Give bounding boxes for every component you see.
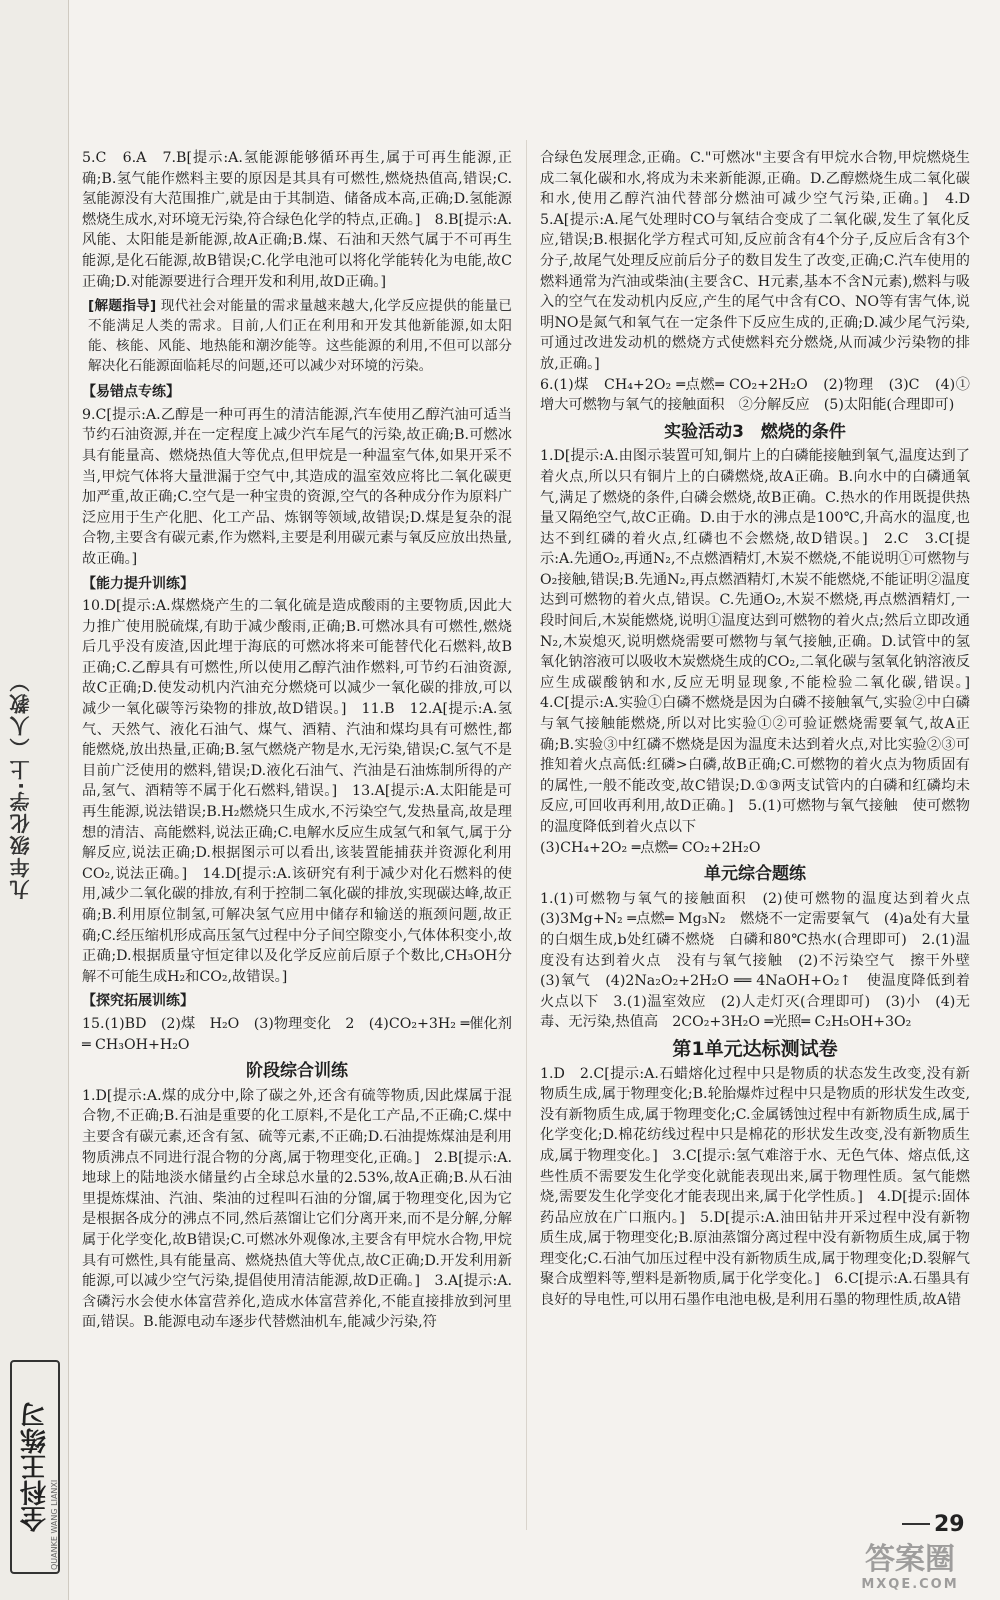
- brand-logo: 全科王练习: [10, 1360, 60, 1574]
- section-heading: 单元综合题练: [704, 864, 806, 885]
- answer-paragraph: 1.D 2.C[提示:A.石蜡熔化过程中只是物质的状态发生改变,没有新物质生成,属于物理变化;B.轮胎爆炸过程中只是物质的形状发生改变,没有新物质生成,属于物理变化;C.金属锈蚀过程中有新物质生成,属于化学变化;D.棉花纺线过程中只是棉花的形状发生改变,没有新物质生成,属于物理变化。] 3.C[提示:氢气难溶于水、无色气体、熔点低,这些性质不需要发生化学变化就能表现出来,属于物理性质。氢气能燃烧,需要发生化学变化才能表现出来,属于化学性质。] 4.D[提示:固体药品应放在广口瓶内。] 5.D[提示:A.油田钻井开采过程中没有新物质生成,属于物理变化;B.原油蒸馏分离过程中没有新物质生成,属于物理变化;C.石油气加压过程中没有新物质生成,属于物理变化;D.裂解气聚合成塑料等,塑料是新物质,属于化学变化。] 6.C[提示:A.石墨具有良好的导电性,可以用石墨作电池电极,是利用石墨的物理性质,故A错: [540, 1065, 970, 1309]
- section-tag-ability: 【能力提升训练】: [82, 575, 194, 592]
- section-tag-errors: 【易错点专练】: [82, 384, 180, 401]
- section-tag-explore: 【探究拓展训练】: [82, 993, 194, 1010]
- answer-paragraph: 5.C 6.A 7.B[提示:A.氢能源能够循环再生,属于可再生能源,正确;B.氢气能作燃料主要的原因是其具有可燃性,燃烧热值高,错误;C.氢能源没有大范围推广,就是由于其制造、储备成本高,正确;D.氢能源燃烧生成水,对环境无污染,符合绿色化学的特点,正确。] 8.B[提示:A.风能、太阳能是新能源,故A正确;B.煤、石油和天然气属于不可再生能源,是化石能源,故B错误;C.化学电池可以将化学能转化为电能,故C正确;D.对能源要进行合理开发和利用,故D正确。]: [82, 150, 512, 290]
- answer-paragraph: 6.(1)煤 CH₄+2O₂ ═点燃═ CO₂+2H₂O (2)物理 (3)C (4)①增大可燃物与氧气的接触面积 ②分解反应 (5)太阳能(合理即可): [540, 376, 970, 414]
- answer-paragraph: 1.(1)可燃物与氧气的接触面积 (2)使可燃物的温度达到着火点 (3)3Mg+N₂ ═点燃═ Mg₃N₂ 燃烧不一定需要氧气 (4)a处有大量的白烟生成,b处红磷不燃烧 白磷和80℃热水(合理即可) 2.(1)温度没有达到着火点 没有与氧气接触 (2)不污染空气 擦干外壁 (3)氧气 (4)2Na₂O₂+2H₂O ══ 4NaOH+O₂↑ 使温度降低到着火点以下 3.(1)温室效应 (2)人走灯灭(合理即可) (3)小 (4)无毒、无污染,热值高 2CO₂+3H₂O ═光照═ C₂H₅OH+3O₂: [540, 890, 985, 1031]
- watermark-logo: [830, 1542, 990, 1592]
- book-binding-strip: [0, 0, 69, 1600]
- page-number-dash: [902, 1523, 930, 1525]
- left-column: [82, 148, 512, 1333]
- right-column: [540, 148, 985, 1311]
- watermark-text: 答案圈: [865, 1542, 955, 1577]
- brand-pinyin: QUANKE WANG LIANXI: [50, 1479, 59, 1570]
- answer-paragraph: 1.D[提示:A.煤的成分中,除了碳之外,还含有硫等物质,因此煤属于混合物,不正确;B.石油是重要的化工原料,不是化工产品,不正确;C.煤中主要含有碳元素,还含有氢、硫等元素,不正确;D.石油提炼煤油是利用物质沸点不同进行混合物的分离,属于物理变化,正确。] 2.B[提示:A.地球上的陆地淡水储量约占全球总水量的2.53%,故A正确;B.从石油里提炼煤油、汽油、柴油的过程叫石油的分馏,属于物理变化,因为它是根据各成分的沸点不同,然后蒸馏让它们分离开来,而不是分解,分解属于化学变化,故B错误;C.可燃冰外观像冰,主要含有甲烷水合物,甲烷具有可燃性,具有能量高、燃烧热值大等优点,故C正确;D.开发利用新能源,可以减少空气污染,提倡使用清洁能源,故D正确。] 3.A[提示:A.含磷污水会使水体富营养化,造成水体富营养化,不能直接排放到河里面,错误。B.能源电动车逐步代替燃油机车,能减少污染,符: [82, 1087, 512, 1331]
- tip-label: [解题指导]: [88, 298, 157, 315]
- answer-paragraph: 1.D[提示:A.由图示装置可知,铜片上的白磷能接触到氧气,温度达到了着火点,所以只有铜片上的白磷燃烧,故A正确。B.向水中的白磷通氧气,满足了燃烧的条件,白磷会燃烧,故B正确。C.热水的作用既提供热量又隔绝空气,故C正确。D.由于水的沸点是100℃,升高水的温度,也达不到红磷的着火点,红磷也不会燃烧,故D错误。] 2.C 3.C[提示:A.先通O₂,再通N₂,不点燃酒精灯,木炭不燃烧,不能说明①可燃物与O₂接触,错误;B.先通N₂,再点燃酒精灯,木炭不能燃烧,不能证明②温度达到可燃物的着火点,错误。C.先通O₂,木炭不燃烧,再点燃酒精灯,一段时间后,木炭能燃烧,说明①温度达到可燃物的着火点;然后立即改通N₂,木炭熄灭,说明燃烧需要可燃物与氧气接触,正确。D.试管中的氢氧化钠溶液可以吸收木炭燃烧生成的CO₂,二氧化碳与氢氧化钠溶液反应生成碳酸钠和水,反应无明显现象,不能检验二氧化碳,错误。] 4.C[提示:A.实验①白磷不燃烧是因为白磷不接触氧气,实验②中白磷与氧气接触能燃烧,所以对比实验①②可验证燃烧需要氧气,故A正确;B.实验③中红磷不燃烧是因为温度未达到着火点,对比实验②③可推知着火点高低:红磷>白磷,故B正确;C.可燃物的着火点为物质固有的属性,一般不能改变,故C错误;D.①③两支试管内的白磷和红磷均未反应,可回收再利用,故D正确。] 5.(1)可燃物与氧气接触 使可燃物的温度降低到着火点以下: [540, 448, 985, 835]
- tip-text: 现代社会对能量的需求量越来越大,化学反应提供的能量已不能满足人类的需求。目前,人们正在利用和开发其他新能源,如太阳能、核能、风能、地热能和潮汐能等。这些能源的利用,不但可以部分解决化石能源面临耗尽的问题,还可以减少对环境的污染。: [88, 298, 512, 375]
- answer-paragraph: 合绿色发展理念,正确。C."可燃冰"主要含有甲烷水合物,甲烷燃烧生成二氧化碳和水,将成为未来新能源,正确。D.乙醇燃烧生成二氧化碳和水,使用乙醇汽油代替部分燃油可减少空气污染,正确。] 4.D 5.A[提示:A.尾气处理时CO与氧结合变成了二氧化碳,发生了氧化反应,错误;B.根据化学方程式可知,反应前含有4个分子,反应后含有3个分子,故尾气处理反应前后分子的数目发生了改变,正确;C.汽车使用的燃料通常为汽油或柴油(主要含C、H元素,基本不含N元素),燃料与吸入的空气在发动机内反应,产生的尾气中含有CO、NO等有害气体,说明NO是氮气和氧气在一定条件下反应生成的,正确;D.减少尾气污染,可通过改进发动机的燃烧方式使燃料充分燃烧,从而减少污染物的排放,正确。]: [540, 150, 985, 372]
- answer-paragraph: 15.(1)BD (2)煤 H₂O (3)物理变化 2 (4)CO₂+3H₂ ═催化剂═ CH₃OH+H₂O: [82, 1015, 512, 1053]
- book-title: 九年级化学·上（人教）: [9, 670, 33, 900]
- section-heading: 阶段综合训练: [246, 1061, 348, 1082]
- answer-paragraph: (3)CH₄+2O₂ ═点燃═ CO₂+2H₂O: [540, 839, 761, 856]
- page-number: 29: [934, 1512, 965, 1537]
- answer-paragraph: 10.D[提示:A.煤燃烧产生的二氧化硫是造成酸雨的主要物质,因此大力推广使用脱硫煤,有助于减少酸雨,正确;B.可燃冰具有可燃性,燃烧后几乎没有废渣,因此埋于海底的可燃冰将来可能替代化石燃料,故B正确;C.乙醇具有可燃性,所以使用乙醇汽油作燃料,可节约石油资源,故C正确;D.使发动机内汽油充分燃烧可以减少一氧化碳的排放,可以减少一氧化碳等污染物的排放,故D错误。] 11.B 12.A[提示:A.氢气、天然气、液化石油气、煤气、酒精、汽油和煤均具有可燃性,都能燃烧,放出热量,正确;B.氢气燃烧产物是水,无污染,错误;C.氢气不是目前广泛使用的燃料,错误;D.液化石油气、汽油是石油炼制所得的产品,氢气、酒精等不属于化石燃料,错误。] 13.A[提示:A.太阳能是可再生能源,说法错误;B.H₂燃烧只生成水,不污染空气,发热量高,故是理想的清洁、高能燃料,说法正确;C.电解水反应生成氢气和氧气,属于分解反应,说法正确;D.根据图示可以看出,该装置能捕获并资源化利用CO₂,说法正确。] 14.D[提示:A.该研究有利于减少对化石燃料的使用,减少二氧化碳的排放,有利于控制二氧化碳的排放,实现碳达峰,故正确;B.利用原位制氢,可解决氢气应用中储存和输送的瓶颈问题,故正确;C.经压缩机形成高压氢气过程中分子间空隙变小,气体体积变小,故正确;D.根据质量守恒定律以及化学反应前后原子个数比,CH₃OH分解不可能生成H₂和CO₂,故错误。]: [82, 598, 512, 985]
- section-heading: 第1单元达标测试卷: [672, 1037, 838, 1060]
- watermark-url: MXQE.COM: [861, 1577, 959, 1592]
- answer-paragraph: 9.C[提示:A.乙醇是一种可再生的清洁能源,汽车使用乙醇汽油可适当节约石油资源,并在一定程度上减少汽车尾气的污染,故正确;B.可燃冰具有能量高、燃烧热值大等优点,但甲烷是一种温室气体,如果开采不当,甲烷气体将大量泄漏于空气中,其造成的温室效应将比二氧化碳更加严重,故正确;C.空气是一种宝贵的资源,空气的各种成分作为原料广泛应用于生产化肥、化工产品、炼钢等领域,故错误;D.煤是复杂的混合物,主要含有碳元素,作为燃料,主要是利用碳元素与氧反应放出热量,故正确。]: [82, 406, 512, 567]
- column-divider: [526, 140, 527, 1530]
- section-heading: 实验活动3 燃烧的条件: [664, 421, 846, 442]
- tip-box: [82, 296, 512, 376]
